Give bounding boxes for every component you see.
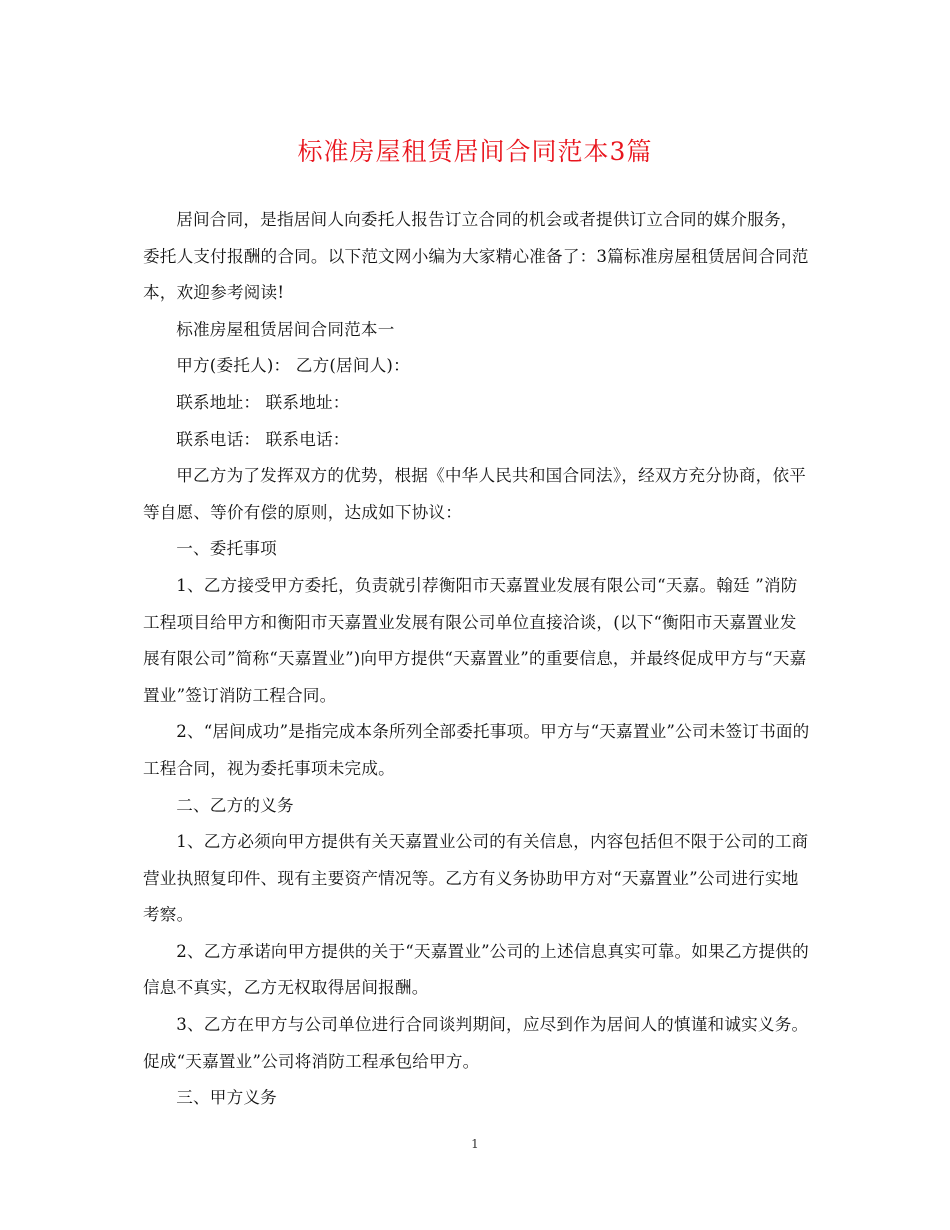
document-body — [143, 202, 813, 1117]
intro-paragraph: 居间合同，是指居间人向委托人报告订立合同的机会或者提供订立合同的媒介服务，委托人支付报酬的合同。以下范文网小编为大家精心准备了：3篇标准房屋租赁居间合同范本，欢迎参考阅读! — [143, 210, 809, 303]
clause-paragraph: 3、乙方在甲方与公司单位进行合同谈判期间，应尽到作为居间人的慎谨和诚实义务。促成“天嘉置业”公司将消防工程承包给甲方。 — [143, 1015, 809, 1071]
clause-paragraph: 1、乙方必须向甲方提供有关天嘉置业公司的有关信息，内容包括但不限于公司的工商营业执照复印件、现有主要资产情况等。乙方有义务协助甲方对“天嘉置业”公司进行实地考察。 — [143, 832, 809, 925]
page-number: 1 — [471, 1137, 479, 1151]
clause-paragraph: 2、“居间成功”是指完成本条所列全部委托事项。甲方与“天嘉置业”公司未签订书面的工程合同，视为委托事项未完成。 — [143, 722, 810, 778]
contract-heading: 标准房屋租赁居间合同范本一 — [176, 319, 395, 339]
address-line: 联系地址： 联系地址： — [176, 392, 350, 412]
phone-line: 联系电话： 联系电话： — [176, 429, 350, 449]
party-line: 甲方(委托人)： 乙方(居间人)： — [176, 356, 410, 376]
agreement-paragraph: 甲乙方为了发挥双方的优势，根据《中华人民共和国合同法》，经双方充分协商，依平等自愿、等价有偿的原则，达成如下协议： — [143, 466, 807, 522]
document-title: 标准房屋租赁居间合同范本3篇 — [297, 137, 653, 166]
section-heading: 一、委托事项 — [176, 539, 277, 559]
section-heading: 二、乙方的义务 — [176, 795, 294, 815]
clause-paragraph: 1、乙方接受甲方委托，负责就引荐衡阳市天嘉置业发展有限公司“天嘉。翰廷 ”消防工程项目给甲方和衡阳市天嘉置业发展有限公司单位直接洽谈，(以下“衡阳市天嘉置业发展有限公司”简称“天嘉置业”)向甲方提供“天嘉置业”的重要信息，并最终促成甲方与“天嘉置业”签订消防工程合同。 — [143, 575, 807, 705]
section-heading: 三、甲方义务 — [176, 1088, 277, 1108]
clause-paragraph: 2、乙方承诺向甲方提供的关于“天嘉置业”公司的上述信息真实可靠。如果乙方提供的信息不真实，乙方无权取得居间报酬。 — [143, 941, 809, 998]
